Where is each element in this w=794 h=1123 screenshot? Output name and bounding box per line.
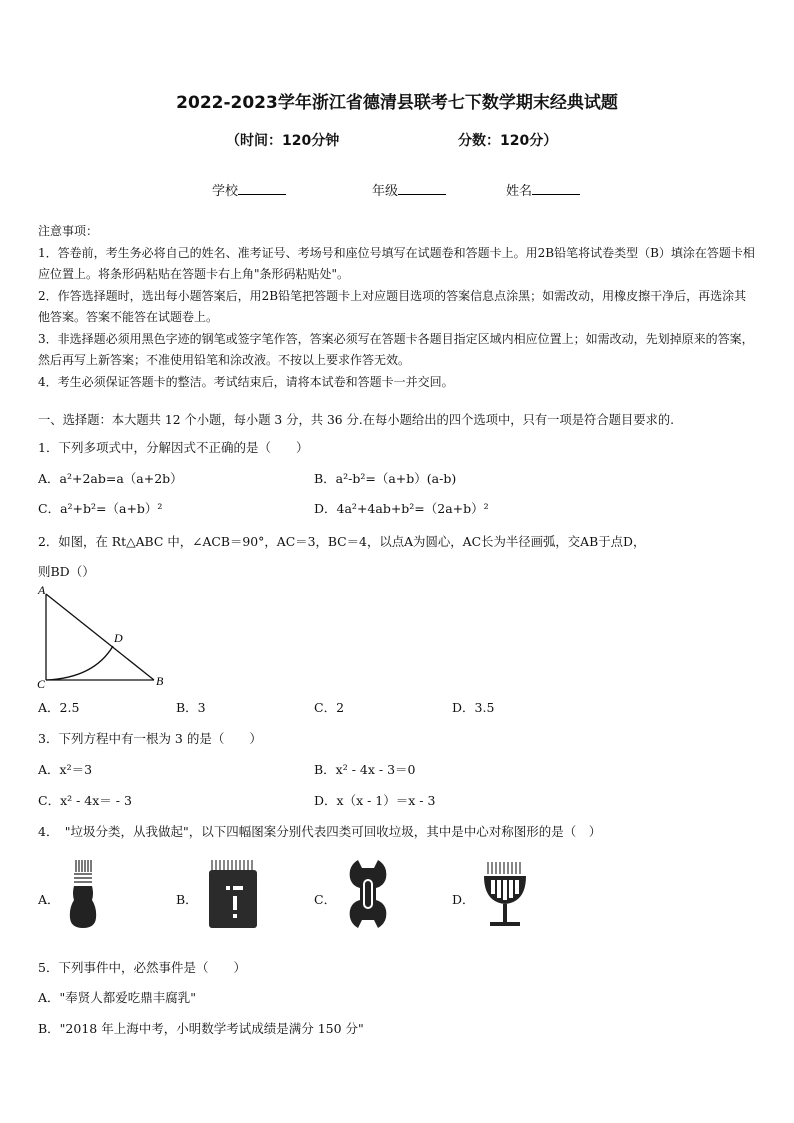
section-heading: 一、选择题：本大题共 12 个小题，每小题 3 分，共 36 分.在每小题给出的四个选项中，只有一项是符合题目要求的.: [38, 413, 675, 427]
school-blank: [238, 182, 286, 195]
side-ab: [46, 594, 154, 680]
q1-option-d: D．4a²+4ab+b²=（2a+b）²: [314, 501, 489, 516]
exam-score: 分数：120分）: [458, 133, 558, 149]
q4-option-c: C．: [314, 892, 337, 907]
q3-option-c: C．x² - 4x＝ - 3: [38, 793, 132, 808]
wrench-icon: [346, 858, 390, 930]
vertex-b-label: B: [156, 674, 164, 688]
point-d-label: D: [114, 631, 123, 645]
school-label: 学校: [212, 184, 239, 199]
q4-stem: 4． "垃圾分类，从我做起"，以下四幅图案分别代表四类可回收垃圾，其中是中心对称图形的是（ ）: [38, 824, 602, 839]
q2-stem-line2: 则BD（）: [38, 564, 95, 579]
notes: [38, 221, 758, 393]
q2-option-c: C．2: [314, 700, 345, 715]
grade-label: 年级: [372, 184, 399, 199]
school-field: [212, 180, 286, 199]
q2-option-a: A．2.5: [38, 700, 80, 715]
q4-option-a: A．: [38, 892, 60, 907]
name-label: 姓名: [506, 184, 533, 199]
note-item: 1．答卷前，考生务必将自己的姓名、准考证号、考场号和座位号填写在试题卷和答题卡上。用2B铅笔将试卷类型（B）填涂在答题卡相应位置上。将条形码粘贴在答题卡右上角"条形码粘贴处"。: [38, 245, 755, 281]
q1-option-b: B．a²-b²=（a+b）(a-b): [314, 471, 457, 486]
q3-option-a: A．x²＝3: [38, 762, 93, 777]
name-blank: [532, 182, 580, 195]
q2-stem-line1: 2．如图，在 Rt△ABC 中，∠ACB＝90°，AC＝3，BC＝4，以点A为圆心，AC长为半径画弧，交AB于点D，: [38, 534, 646, 549]
q3-stem: 3．下列方程中有一根为 3 的是（ ）: [38, 731, 262, 746]
q2-option-b: B．3: [176, 700, 206, 715]
exam-time: （时间：120分钟: [226, 133, 340, 149]
note-item: 4．考生必须保证答题卡的整洁。考试结束后，请将本试卷和答题卡一并交回。: [38, 374, 454, 389]
q4-option-d: D．: [452, 892, 475, 907]
q5-option-b: B．"2018 年上海中考，小明数学考试成绩是满分 150 分": [38, 1021, 364, 1036]
arc-cd: [46, 646, 113, 680]
q1-option-a: A．a²+2ab=a（a+2b）: [38, 471, 183, 486]
note-item: 2．作答选择题时，选出每小题答案后，用2B铅笔把答题卡上对应题目选项的答案信息点涂黑；如需改动，用橡皮擦干净后，再选涂其他答案。答案不能答在试题卷上。: [38, 288, 747, 324]
note-item: 3．非选择题必须用黑色字迹的钢笔或签字笔作答，答案必须写在答题卡各题目指定区域内相应位置上；如需改动，先划掉原来的答案，然后再写上新答案；不准使用铅笔和涂改液。不按以上要求作答无效。: [38, 331, 754, 367]
name-field: [506, 180, 580, 199]
grade-blank: [398, 182, 446, 195]
page-title: 2022-2023学年浙江省德清县联考七下数学期末经典试题: [176, 93, 618, 113]
q3-option-b: B．x² - 4x - 3＝0: [314, 762, 416, 777]
q1-stem: 1．下列多项式中，分解因式不正确的是（ ）: [38, 440, 309, 455]
q5-option-a: A．"奉贤人都爱吃鼎丰腐乳": [38, 990, 197, 1005]
q1-option-c: C．a²+b²=（a+b）²: [38, 501, 163, 516]
notes-heading: 注意事项：: [38, 224, 99, 238]
q3-option-d: D．x（x - 1）＝x - 3: [314, 793, 436, 808]
notebook-icon: [206, 858, 260, 930]
glass-icon: [478, 858, 532, 930]
q5-stem: 5．下列事件中，必然事件是（ ）: [38, 960, 246, 975]
q4-option-b: B．: [176, 892, 198, 907]
vertex-c-label: C: [37, 677, 46, 691]
triangle-figure: [34, 582, 174, 692]
vertex-a-label: A: [38, 583, 46, 597]
q2-option-d: D．3.5: [452, 700, 495, 715]
bottle-icon: [66, 858, 100, 930]
grade-field: [372, 180, 446, 199]
